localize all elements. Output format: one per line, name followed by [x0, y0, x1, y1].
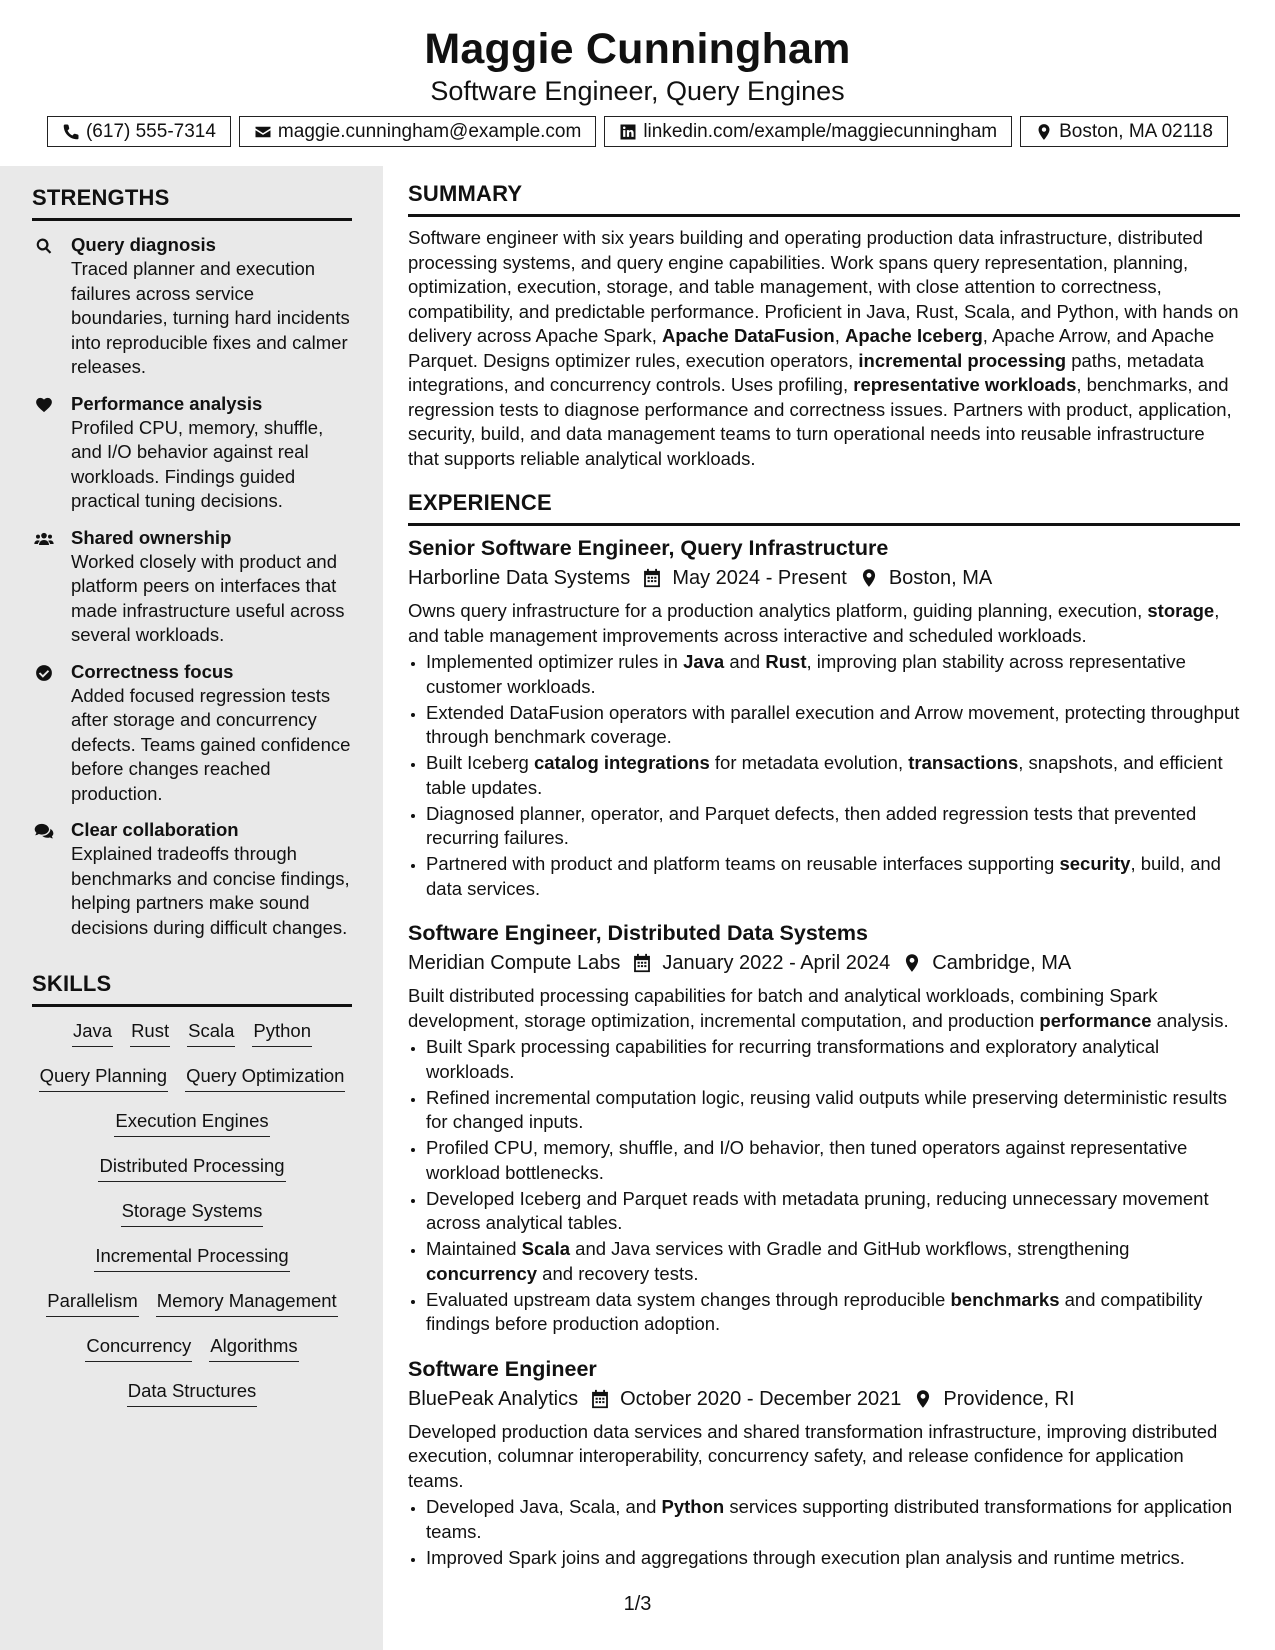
job-bullet: • Diagnosed planner, operator, and Parquet defects, then added regression tests that prevented recurring failures.: [426, 802, 1240, 851]
job-title: Software Engineer: [408, 1356, 597, 1381]
calendar-icon: [632, 953, 652, 973]
skill-tag: Query Planning: [39, 1064, 169, 1092]
calendar-icon: [590, 1389, 610, 1409]
job-entry: [408, 534, 1240, 901]
emphasis-text: catalog integrations: [533, 752, 710, 773]
strength-item: [32, 392, 352, 514]
job-company: Meridian Compute Labs: [408, 952, 621, 974]
emphasis-text: Scala: [521, 1238, 571, 1259]
job-bullet: • Evaluated upstream data system changes through reproducible benchmarks and compatibility findings before production adoption.: [426, 1288, 1240, 1337]
job-bullets: [408, 1035, 1240, 1337]
job-bullets: [408, 650, 1240, 901]
emphasis-text: storage: [1147, 600, 1215, 621]
heart-icon: [34, 396, 54, 414]
strength-item: [32, 818, 352, 940]
strength-title: Performance analysis: [71, 392, 263, 414]
job-location: Cambridge, MA: [932, 952, 1072, 974]
skill-tag: Algorithms: [209, 1334, 298, 1362]
emphasis-text: benchmarks: [950, 1288, 1060, 1310]
strength-desc: Profiled CPU, memory, shuffle, and I/O behavior against real workloads. Findings guided practical tuning decisions.: [71, 416, 324, 511]
job-entry: [408, 1355, 1240, 1571]
candidate-title: Software Engineer, Query Engines: [430, 76, 845, 106]
strength-desc: Added focused regression tests after storage and concurrency defects. Teams gained confidence before changes reached production.: [71, 684, 351, 804]
skill-tag: Query Optimization: [185, 1064, 345, 1092]
job-bullet: • Partnered with product and platform teams on reusable interfaces supporting security, build, and data services.: [426, 852, 1240, 901]
strength-title: Shared ownership: [71, 526, 232, 548]
page-number: 1/3: [623, 1593, 652, 1615]
skill-tag: Distributed Processing: [98, 1154, 285, 1182]
strength-title: Query diagnosis: [71, 234, 216, 255]
job-bullet: • Developed Iceberg and Parquet reads with metadata pruning, reducing unnecessary movement across analytical tables.: [426, 1187, 1240, 1236]
job-location: Providence, RI: [943, 1387, 1075, 1410]
skill-row: [32, 1334, 352, 1379]
emphasis-text: Apache Iceberg: [844, 325, 983, 346]
skill-row: [32, 1199, 352, 1244]
strength-item: [32, 660, 352, 807]
jobs-list: [408, 534, 1240, 1570]
skill-tag: Storage Systems: [121, 1199, 264, 1227]
skill-tag: Parallelism: [46, 1289, 138, 1317]
job-bullet: • Developed Java, Scala, and Python services supporting distributed transformations for application teams.: [426, 1495, 1240, 1544]
contact-phone[interactable]: [47, 116, 231, 147]
skill-tag: Execution Engines: [114, 1109, 269, 1137]
calendar-icon: [642, 568, 662, 588]
candidate-name: Maggie Cunningham: [424, 25, 851, 73]
job-description: Owns query infrastructure for a production analytics platform, guiding planning, execution, storage, and table management improvements across interactive and scheduled workloads.: [408, 600, 1220, 646]
linkedin-icon: [619, 123, 637, 141]
job-dates: October 2020 - December 2021: [620, 1387, 902, 1410]
job-bullet: • Built Iceberg catalog integrations for metadata evolution, transactions, snapshots, and efficient table updates.: [426, 751, 1240, 800]
skill-tag: Scala: [187, 1019, 235, 1047]
map-pin-icon: [902, 953, 922, 973]
emphasis-text: Apache DataFusion: [662, 325, 835, 346]
skill-tag: Memory Management: [156, 1289, 338, 1317]
strength-item: [32, 233, 352, 380]
skill-tag: Java: [72, 1019, 113, 1047]
map-pin-icon: [913, 1389, 933, 1409]
skill-tag: Python: [252, 1019, 312, 1047]
experience-section: [408, 489, 1240, 1570]
job-bullet: • Extended DataFusion operators with parallel execution and Arrow movement, protecting throughput through benchmark coverage.: [426, 701, 1240, 750]
emphasis-text: Java: [683, 651, 725, 672]
job-bullet: • Profiled CPU, memory, shuffle, and I/O behavior, then tuned operators against representative workload bottlenecks.: [426, 1136, 1240, 1185]
envelope-icon: [254, 123, 272, 141]
resume-header: [0, 0, 1275, 147]
contact-linkedin[interactable]: [604, 116, 1012, 147]
main-content: [408, 180, 1240, 1572]
strength-desc: Traced planner and execution failures across service boundaries, turning hard incidents into reproducible fixes and calmer releases.: [71, 258, 350, 377]
skill-tag: Data Structures: [127, 1379, 258, 1407]
emphasis-text: Rust: [765, 651, 807, 672]
skills-section: [32, 970, 352, 1424]
job-bullet: • Implemented optimizer rules in Java and Rust, improving plan stability across representative customer workloads.: [426, 650, 1240, 699]
search-icon: [34, 237, 54, 255]
skills-heading: SKILLS: [32, 970, 352, 1007]
job-location: Boston, MA: [888, 567, 993, 589]
job-entry: [408, 919, 1240, 1337]
emphasis-text: Python: [661, 1496, 725, 1517]
sidebar: [0, 166, 383, 1650]
skill-row: [32, 1019, 352, 1064]
phone-icon: [62, 123, 80, 141]
strengths-heading: STRENGTHS: [32, 184, 352, 221]
skill-tag: Concurrency: [85, 1334, 192, 1362]
skill-row: [32, 1379, 352, 1424]
contact-bar: [0, 116, 1275, 147]
job-bullet: • Improved Spark joins and aggregations through execution plan analysis and runtime metrics.: [426, 1546, 1240, 1571]
users-icon: [34, 530, 54, 548]
job-bullet: • Refined incremental computation logic, reusing valid outputs while preserving deterministic results for changed inputs.: [426, 1086, 1240, 1135]
job-bullet: • Built Spark processing capabilities for recurring transformations and exploratory analytical workloads.: [426, 1035, 1240, 1084]
job-dates: January 2022 - April 2024: [662, 952, 891, 974]
skill-row: [32, 1064, 352, 1109]
map-pin-icon: [859, 568, 879, 588]
job-company: BluePeak Analytics: [408, 1387, 579, 1410]
skills-list: [32, 1019, 352, 1424]
job-title: Software Engineer, Distributed Data Systems: [408, 921, 868, 945]
emphasis-text: transactions: [908, 752, 1019, 773]
strengths-list: [32, 233, 352, 940]
skill-row: [32, 1109, 352, 1154]
job-meta: [408, 563, 1240, 593]
job-meta: [408, 1384, 1240, 1414]
summary-text: Software engineer with six years building and operating production data infrastructure, distributed processing systems, and query engine capabilities. Work spans query representation, planning, optimization, execution, storage, and table management, with close attention to correctness, compatibility, and predictable performance. Proficient in Java, Rust, Scala, and Python, with hands on delivery across Apache Spark, Apache DataFusion, Apache Iceberg, Apache Arrow, and Apache Parquet. Designs optimizer rules, execution operators, incremental processing paths, metadata integrations, and concurrency controls. Uses profiling, representative workloads, benchmarks, and regression tests to diagnose performance and correctness issues. Partners with product, application, security, build, and data management teams to turn operational needs into reusable infrastructure that supports reliable analytical workloads.: [408, 227, 1239, 469]
strength-item: [32, 526, 352, 648]
skill-row: [32, 1289, 352, 1334]
job-company: Harborline Data Systems: [408, 567, 631, 589]
contact-email[interactable]: [239, 116, 596, 147]
check-circle-icon: [34, 664, 54, 682]
skill-tag: Rust: [130, 1019, 170, 1047]
emphasis-text: concurrency: [426, 1262, 538, 1284]
strength-title: Clear collaboration: [71, 819, 239, 840]
job-bullets: [408, 1495, 1240, 1570]
emphasis-text: security: [1059, 853, 1131, 874]
phone-text: (617) 555-7314: [85, 120, 216, 142]
skill-tag: Incremental Processing: [94, 1244, 289, 1272]
job-title: Senior Software Engineer, Query Infrastructure: [408, 536, 889, 560]
comments-icon: [34, 822, 54, 840]
location-text: Boston, MA 02118: [1059, 120, 1213, 142]
job-description: Built distributed processing capabilities for batch and analytical workloads, combining Spark development, storage optimization, incremental computation, and production performance analysis.: [408, 985, 1229, 1031]
strength-desc: Explained tradeoffs through benchmarks and concise findings, helping partners make sound decisions during difficult changes.: [71, 843, 350, 938]
emphasis-text: representative workloads: [853, 374, 1077, 395]
map-pin-icon: [1035, 123, 1053, 141]
email-text: maggie.cunningham@example.com: [277, 120, 582, 142]
experience-heading: EXPERIENCE: [408, 489, 1240, 526]
contact-location: [1020, 116, 1228, 147]
emphasis-text: performance: [1039, 1009, 1152, 1031]
job-dates: May 2024 - Present: [672, 567, 847, 589]
strength-title: Correctness focus: [71, 660, 234, 682]
job-meta: [408, 948, 1240, 978]
skill-row: [32, 1154, 352, 1199]
job-description: Developed production data services and shared transformation infrastructure, improving distributed execution, columnar interoperability, concurrency safety, and release confidence for application teams.: [408, 1420, 1218, 1491]
summary-heading: SUMMARY: [408, 180, 1240, 217]
linkedin-text: linkedin.com/example/maggiecunningham: [643, 120, 998, 142]
emphasis-text: incremental processing: [858, 349, 1067, 371]
strength-desc: Worked closely with product and platform peers on interfaces that made infrastructure useful across several workloads.: [71, 550, 345, 645]
skill-row: [32, 1244, 352, 1289]
job-bullet: • Maintained Scala and Java services with Gradle and GitHub workflows, strengthening concurrency and recovery tests.: [426, 1237, 1240, 1286]
